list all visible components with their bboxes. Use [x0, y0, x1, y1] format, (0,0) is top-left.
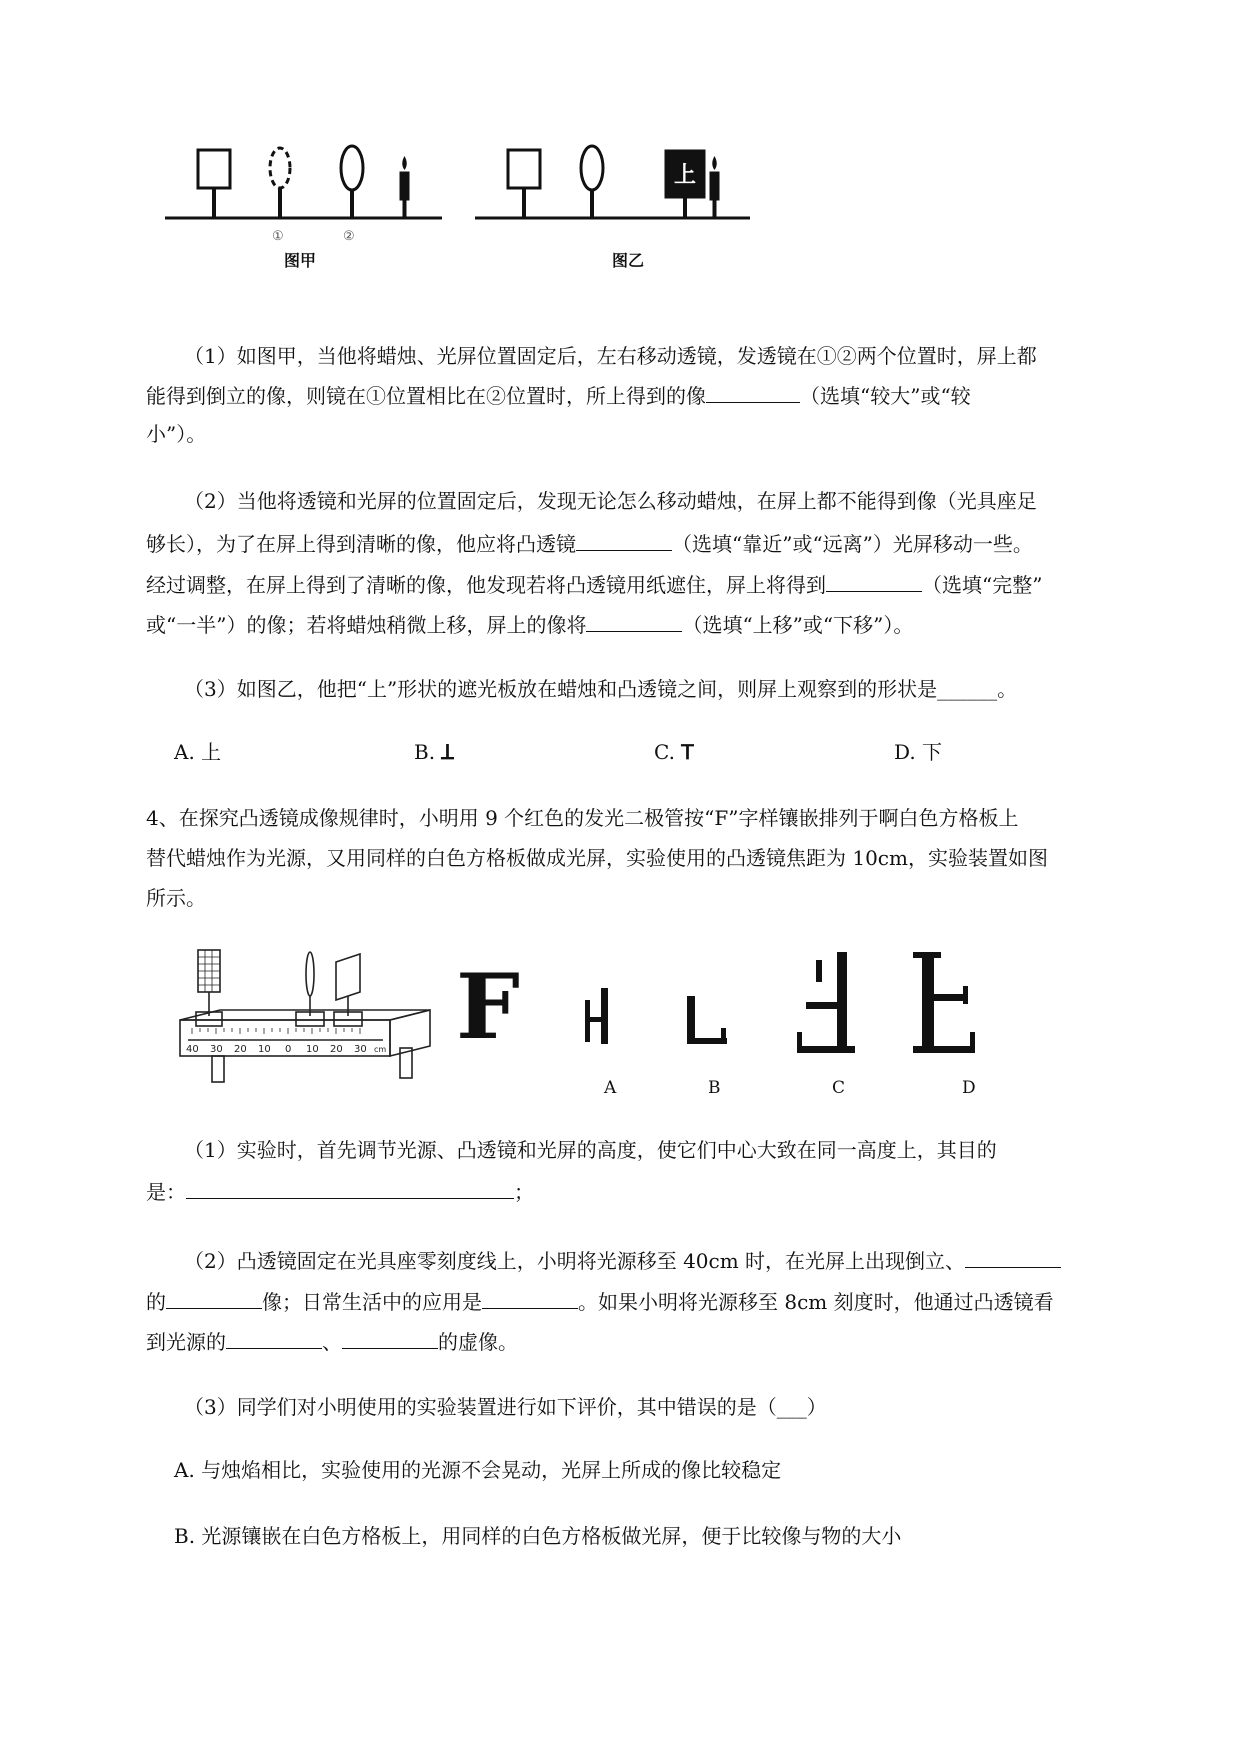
- tick-label: 20: [330, 1044, 343, 1055]
- q3-part2-line3: [146, 571, 1042, 597]
- choice-c-shape: [797, 952, 855, 1053]
- q4-s3-option-b[interactable]: B. 光源镶嵌在白色方格板上，用同样的白色方格板做光屏，便于比较像与物的大小: [174, 1524, 902, 1548]
- answer-blank[interactable]: [706, 382, 800, 403]
- q3-option-c[interactable]: [654, 740, 694, 764]
- choice-b-shape: [687, 996, 727, 1044]
- answer-blank[interactable]: [826, 571, 922, 592]
- q3-part2-line1: （2）当他将透镜和光屏的位置固定后，发现无论怎么移动蜡烛，在屏上都不能得到像（光具座足: [184, 489, 1037, 513]
- q3-part1-line3: 小”）。: [146, 422, 207, 446]
- tick-label: 0: [285, 1044, 292, 1055]
- ruler-ticks: [192, 1028, 360, 1034]
- q3-option-a[interactable]: [174, 740, 221, 764]
- q3-part1-text: 能得到倒立的像，则镜在①位置相比在②位置时，所上得到的像: [146, 384, 706, 408]
- answer-blank[interactable]: [965, 1247, 1061, 1268]
- q4-s2-text: 的虚像。: [438, 1330, 518, 1354]
- figure-jia: [165, 146, 442, 218]
- q4-intro-line3: 所示。: [146, 886, 206, 910]
- choice-label-a: A: [604, 1078, 617, 1098]
- q4-s2-text: 。如果小明将光源移至 8cm 刻度时，他通过凸透镜看: [578, 1290, 1054, 1314]
- q3-part2-hint: （选填“完整”: [922, 573, 1043, 597]
- f-source-grid: [198, 950, 220, 992]
- q4-s1-line1: （1）实验时，首先调节光源、凸透镜和光屏的高度，使它们中心大致在同一高度上，其目的: [184, 1138, 997, 1162]
- figure-lens-setups: [160, 140, 760, 300]
- q4-s1-line2: [146, 1178, 534, 1204]
- q4-s2-text: 到光源的: [146, 1330, 226, 1354]
- q3-part2-line2: [146, 530, 1033, 556]
- answer-blank[interactable]: [226, 1328, 322, 1349]
- answer-blank[interactable]: [342, 1328, 438, 1349]
- tick-label: cm: [374, 1045, 387, 1054]
- caption-jia: 图甲: [284, 251, 317, 270]
- q3-part1-hint: （选填“较大”或“较: [800, 384, 971, 408]
- q3-part3-line1: （3）如图乙，他把“上”形状的遮光板放在蜡烛和凸透镜之间，则屏上观察到的形状是______。: [184, 677, 1018, 701]
- q4-s1-text: 是：: [146, 1180, 186, 1204]
- q4-s2-line3: [146, 1328, 518, 1354]
- tick-label: 30: [210, 1044, 223, 1055]
- mark-position-1: ①: [272, 229, 284, 244]
- q3-part1-line1: （1）如图甲，当他将蜡烛、光屏位置固定后，左右移动透镜，发透镜在①②两个位置时，屏上都: [184, 344, 1037, 368]
- answer-blank[interactable]: [576, 530, 672, 551]
- mark-position-2: ②: [343, 229, 355, 244]
- q4-intro-line1: 4、在探究凸透镜成像规律时，小明用 9 个红色的发光二极管按“F”字样镶嵌排列于啊白色方格板上: [146, 806, 1019, 830]
- figure-yi: [475, 146, 750, 218]
- q4-s2-text: 、: [322, 1330, 342, 1354]
- choice-label-b: B: [708, 1078, 721, 1098]
- answer-blank[interactable]: [186, 1178, 514, 1199]
- tick-label: 30: [354, 1044, 367, 1055]
- choice-label-c: C: [832, 1078, 846, 1098]
- answer-blank[interactable]: [482, 1288, 578, 1309]
- q4-s2-text: （2）凸透镜固定在光具座零刻度线上，小明将光源移至 40cm 时，在光屏上出现倒立、: [184, 1249, 966, 1273]
- q4-s3-option-a[interactable]: A. 与烛焰相比，实验使用的光源不会晃动，光屏上所成的像比较稳定: [174, 1458, 782, 1482]
- tick-label: 40: [186, 1044, 199, 1055]
- q4-s3-line1: （3）同学们对小明使用的实验装置进行如下评价，其中错误的是（___）: [184, 1395, 827, 1419]
- image-choices: [575, 950, 1015, 1110]
- q4-s2-line1: [184, 1247, 1061, 1273]
- tick-label: 10: [258, 1044, 271, 1055]
- q4-s2-line2: [146, 1288, 1054, 1314]
- q3-part1-line2: [146, 382, 971, 408]
- option-text: ꓕ: [441, 740, 454, 764]
- choice-label-d: D: [962, 1078, 976, 1098]
- q3-part2-text: 经过调整，在屏上得到了清晰的像，他发现若将凸透镜用纸遮住，屏上将得到: [146, 573, 826, 597]
- option-text: 下: [922, 740, 943, 764]
- q3-part2-text: 或“一半”）的像；若将蜡烛稍微上移，屏上的像将: [146, 613, 587, 637]
- option-label: C.: [654, 740, 675, 764]
- q4-s2-text: 像；日常生活中的应用是: [262, 1290, 482, 1314]
- q4-s2-text: 的: [146, 1290, 166, 1314]
- caption-yi: 图乙: [612, 251, 645, 270]
- q3-part2-text: 够长），为了在屏上得到清晰的像，他应将凸透镜: [146, 532, 576, 556]
- option-text: 上: [201, 740, 222, 764]
- q4-s1-end: ；: [514, 1180, 534, 1204]
- option-text: ꓔ: [681, 740, 694, 764]
- q3-part2-hint: （选填“靠近”或“远离”）光屏移动一些。: [672, 532, 1033, 556]
- choice-a-shape: [585, 988, 608, 1044]
- q3-part2-hint: （选填“上移”或“下移”）。: [682, 613, 914, 637]
- q3-option-b[interactable]: [414, 740, 454, 764]
- answer-blank[interactable]: [166, 1288, 262, 1309]
- source-letter-f: F: [456, 954, 520, 1060]
- board-char: 上: [674, 162, 697, 188]
- figure-optical-bench: [178, 944, 448, 1104]
- option-label: B.: [414, 740, 436, 764]
- tick-label: 20: [234, 1044, 247, 1055]
- q3-option-d[interactable]: [894, 740, 942, 764]
- q3-part2-line4: [146, 611, 913, 637]
- q4-intro-line2: 替代蜡烛作为光源，又用同样的白色方格板做成光屏，实验使用的凸透镜焦距为 10cm，实验装置如图: [146, 846, 1048, 870]
- choice-d-shape: [913, 952, 975, 1053]
- option-label: D.: [894, 740, 916, 764]
- tick-label: 10: [306, 1044, 319, 1055]
- answer-blank[interactable]: [586, 611, 682, 632]
- option-label: A.: [174, 740, 195, 764]
